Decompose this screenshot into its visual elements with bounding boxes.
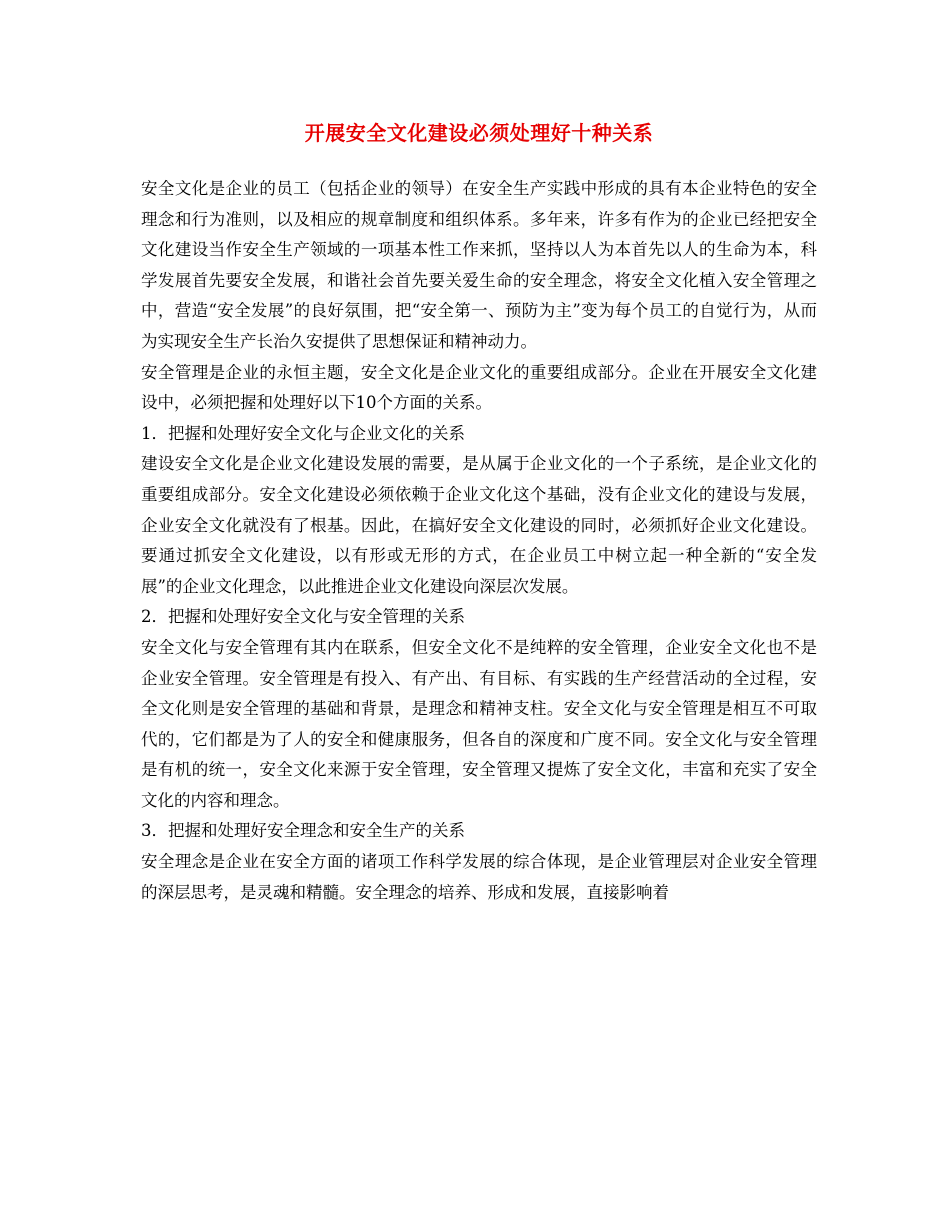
body-paragraph: 安全管理是企业的永恒主题，安全文化是企业文化的重要组成部分。企业在开展安全文化建设中，必须把握和处理好以下10个方面的关系。: [141, 362, 817, 413]
body-paragraph: 建设安全文化是企业文化建设发展的需要，是从属于企业文化的一个子系统，是企业文化的重要组成部分。安全文化建设必须依赖于企业文化这个基础，没有企业文化的建设与发展，企业安全文化就没有了根基。因此，在搞好安全文化建设的同时，必须抓好企业文化建设。要通过抓安全文化建设，以有形或无形的方式，在企业员工中树立起一种全新的“安全发展”的企业文化理念，以此推进企业文化建设向深层次发展。: [141, 454, 817, 596]
body-paragraph: 安全文化是企业的员工（包括企业的领导）在安全生产实践中形成的具有本企业特色的安全理念和行为准则，以及相应的规章制度和组织体系。多年来，许多有作为的企业已经把安全文化建设当作安全生产领域的一项基本性工作来抓，坚持以人为本首先以人的生命为本，科学发展首先要安全发展，和谐社会首先要关爱生命的安全理念，将安全文化植入安全管理之中，营造“安全发展”的良好氛围，把“安全第一、预防为主”变为每个员工的自觉行为，从而为实现安全生产长治久安提供了思想保证和精神动力。: [141, 179, 817, 351]
section-heading: 2．把握和处理好安全文化与安全管理的关系: [141, 607, 465, 627]
document-body: [141, 174, 817, 908]
body-paragraph: 安全理念是企业在安全方面的诸项工作科学发展的综合体现，是企业管理层对企业安全管理的深层思考，是灵魂和精髓。安全理念的培养、形成和发展，直接影响着: [141, 852, 817, 902]
document-page: [141, 118, 817, 908]
section-heading: 1．把握和处理好安全文化与企业文化的关系: [141, 423, 465, 443]
body-paragraph: 安全文化与安全管理有其内在联系，但安全文化不是纯粹的安全管理，企业安全文化也不是企业安全管理。安全管理是有投入、有产出、有目标、有实践的生产经营活动的全过程，安全文化则是安全管理的基础和背景，是理念和精神支柱。安全文化与安全管理是相互不可取代的，它们都是为了人的安全和健康服务，但各自的深度和广度不同。安全文化与安全管理是有机的统一，安全文化来源于安全管理，安全管理又提炼了安全文化，丰富和充实了安全文化的内容和理念。: [141, 637, 817, 810]
document-title: 开展安全文化建设必须处理好十种关系: [304, 121, 654, 145]
section-heading: 3．把握和处理好安全理念和安全生产的关系: [141, 821, 465, 841]
